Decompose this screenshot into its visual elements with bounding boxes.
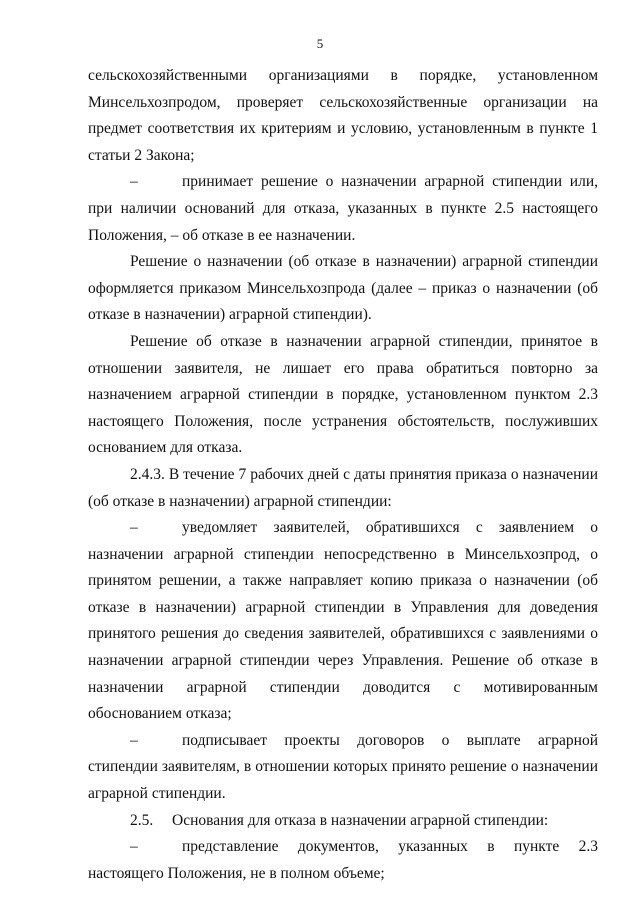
list-item-text: принимает решение о назначении аграрной стипендии или, при наличии оснований для отказа, указанных в пункте 2.5 настоящего Положения, – об отказе в ее назначении. bbox=[88, 173, 598, 244]
paragraph bbox=[88, 329, 598, 462]
paragraph bbox=[88, 249, 598, 329]
list-dash: – bbox=[130, 173, 138, 191]
paragraph bbox=[88, 462, 598, 515]
list-dash: – bbox=[130, 731, 138, 749]
list-dash: – bbox=[130, 838, 138, 856]
list-item-text: уведомляет заявителей, обратившихся с заявлением о назначении аграрной стипендии непосредственно в Минсельхозпрод, о принятом решении, а также направляет копию приказа о назначении (об отказе в назначении) аграрной стипендии в Управления для доведения принятого решения до сведения заявителей, обратившихся с заявлениями о назначении аграрной стипендии через Управления. Решение об отказе в назначении аграрной стипендии доводится с мотивированным обоснованием отказа; bbox=[88, 519, 598, 723]
list-item-text: представление документов, указанных в пункте 2.3 настоящего Положения, не в полном объеме; bbox=[88, 838, 598, 882]
page-number: 5 bbox=[316, 36, 324, 51]
list-item-text: подписывает проекты договоров о выплате аграрной стипендии заявителям, в отношении которых принято решение о назначении аграрной стипендии. bbox=[88, 731, 598, 803]
paragraph-continuation bbox=[88, 63, 598, 169]
paragraph-text: сельскохозяйственными организациями в порядке, установленном Минсельхозпродом, проверяет сельскохозяйственные организации на предмет соответствия их критериям и условию, установленным в пункте 1 статьи 2 Закона; bbox=[88, 67, 598, 164]
section-heading-text: Основания для отказа в назначении аграрной стипендии: bbox=[172, 811, 549, 829]
list-dash: – bbox=[130, 519, 138, 537]
list-item bbox=[88, 515, 598, 728]
document-body bbox=[88, 63, 598, 887]
paragraph-text: Решение об отказе в назначении аграрной стипендии, принятое в отношении заявителя, не лишает его права обратиться повторно за назначением аграрной стипендии в порядке, установленном пунктом 2.3 настоящего Положения, после устранения обстоятельств, послуживших основанием для отказа. bbox=[88, 332, 598, 457]
list-item bbox=[88, 169, 598, 249]
paragraph-text: 2.4.3. В течение 7 рабочих дней с даты принятия приказа о назначении (об отказе в назначении) аграрной стипендии: bbox=[88, 465, 598, 510]
paragraph-text: Решение о назначении (об отказе в назначении) аграрной стипендии оформляется приказом Минсельхозпрода (далее – приказ о назначении (об отказе в назначении) аграрной стипендии). bbox=[88, 253, 598, 324]
list-item bbox=[88, 728, 598, 808]
list-item bbox=[88, 834, 598, 887]
section-number: 2.5. bbox=[130, 811, 154, 829]
section-heading bbox=[88, 808, 598, 835]
